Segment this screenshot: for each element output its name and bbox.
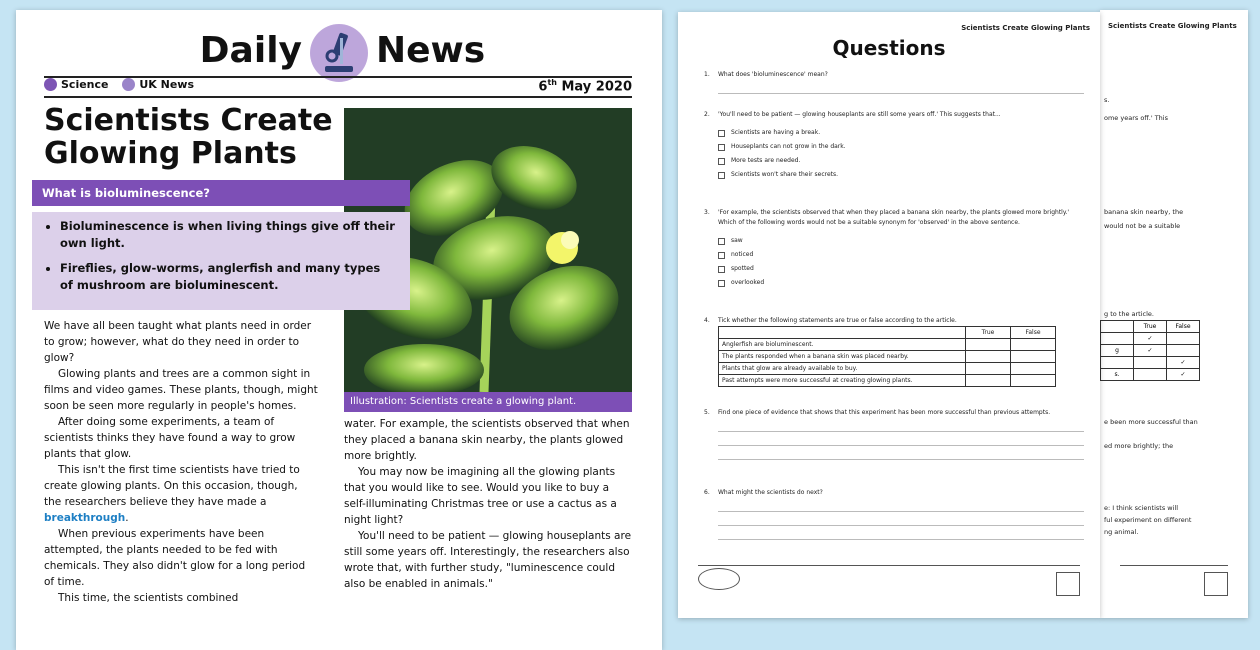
option[interactable] (718, 234, 1084, 248)
answers-cell: False (1167, 321, 1200, 333)
question-number: 3. (704, 209, 710, 216)
true-header: True (966, 327, 1011, 339)
meta-row (44, 78, 632, 96)
checkbox[interactable] (718, 172, 725, 179)
tag-science-label: Science (61, 78, 109, 91)
statement-cell: Anglerfish are bioluminescent. (719, 339, 966, 351)
statement-cell: Past attempts were more successful at creating glowing plants. (719, 375, 966, 387)
answer-fragment: ed more brightly; the (1104, 442, 1174, 450)
option-label: spotted (731, 265, 754, 272)
answer-line[interactable] (718, 432, 1084, 446)
statement-cell: The plants responded when a banana skin was placed nearby. (719, 351, 966, 363)
question-text: What does 'bioluminescence' mean? (718, 71, 828, 78)
answer-fragment: banana skin nearby, the (1104, 208, 1184, 216)
paragraph: We have all been taught what plants need in order to grow; however, what do they need in order to glow? (44, 320, 312, 364)
answer-line[interactable] (718, 512, 1084, 526)
true-false-table (718, 326, 1056, 387)
question-number: 5. (704, 409, 710, 416)
answer-fragment: would not be a suitable (1104, 222, 1181, 230)
question-text: Find one piece of evidence that shows that this experiment has been more successful than previous attempts. (718, 409, 1051, 416)
option[interactable] (718, 126, 1084, 140)
tag-science (44, 78, 109, 91)
option[interactable] (718, 168, 1084, 182)
option-label: More tests are needed. (731, 157, 801, 164)
answer-fragment: e been more successful than (1104, 418, 1198, 426)
option[interactable] (718, 154, 1084, 168)
tag-uk-news (122, 78, 194, 91)
answers-cell (1134, 369, 1167, 381)
footer-badge-icon (1204, 572, 1228, 596)
question-number: 2. (704, 111, 710, 118)
answers-table (1100, 320, 1200, 381)
option[interactable] (718, 262, 1084, 276)
answer-fragment: s. (1104, 96, 1110, 104)
tick-cell[interactable] (966, 351, 1011, 363)
answers-cell: ✓ (1167, 357, 1200, 369)
option-label: saw (731, 237, 743, 244)
questions-page (678, 12, 1100, 618)
answer-fragment: g to the article. (1104, 310, 1154, 318)
answers-cell (1101, 321, 1134, 333)
question-4 (704, 316, 1084, 387)
tick-cell[interactable] (1011, 339, 1056, 351)
answers-cell: ✓ (1134, 345, 1167, 357)
paragraph-with-link: This isn't the first time scientists have tried to create glowing plants. On this occasion, though, the researchers believe they have made a breakthrough. (44, 464, 300, 524)
answer-line[interactable] (718, 526, 1084, 540)
article-column-2 (344, 416, 634, 592)
footer-rule (698, 565, 1080, 566)
answers-cell (1101, 357, 1134, 369)
tick-cell[interactable] (1011, 351, 1056, 363)
option-label: Scientists are having a break. (731, 129, 821, 136)
option-label: noticed (731, 251, 754, 258)
questions-title: Questions (832, 36, 946, 60)
answer-line[interactable] (718, 418, 1084, 432)
option[interactable] (718, 248, 1084, 262)
answers-cell (1167, 333, 1200, 345)
newspaper-page (16, 10, 662, 650)
question-number: 4. (704, 317, 710, 324)
masthead-daily: Daily (199, 30, 302, 71)
question-5 (704, 408, 1084, 460)
faq-point: • Fireflies, glow-worms, anglerfish and many types of mushroom are bioluminescent. (60, 260, 396, 294)
faq-point: • Bioluminescence is when living things give off their own light. (60, 218, 396, 252)
false-header: False (1011, 327, 1056, 339)
headline: Scientists Create Glowing Plants (44, 103, 333, 171)
answer-fragment: ng animal. (1104, 528, 1139, 536)
answers-cell: ✓ (1167, 369, 1200, 381)
paragraph: When previous experiments have been attempted, the plants needed to be fed with chemicals. They also didn't glow for a long period of time. (44, 528, 306, 588)
answers-cell (1134, 357, 1167, 369)
answers-cell (1167, 345, 1200, 357)
paragraph: This time, the scientists combined (58, 592, 239, 604)
question-1 (704, 70, 1084, 94)
checkbox[interactable] (718, 130, 725, 137)
tick-cell[interactable] (966, 363, 1011, 375)
footer-badge-icon (1056, 572, 1080, 596)
tick-cell[interactable] (966, 339, 1011, 351)
checkbox[interactable] (718, 158, 725, 165)
questions-header: Scientists Create Glowing Plants (961, 24, 1090, 32)
question-2 (704, 110, 1084, 182)
question-text: 'You'll need to be patient — glowing houseplants are still some years off.' This suggests that... (718, 111, 1001, 118)
option[interactable] (718, 140, 1084, 154)
checkbox[interactable] (718, 280, 725, 287)
paragraph: After doing some experiments, a team of scientists thinks they have found a way to grow plants that glow. (44, 416, 296, 460)
statement-cell: Plants that glow are already available to buy. (719, 363, 966, 375)
question-number: 1. (704, 71, 710, 78)
answers-cell (1101, 333, 1134, 345)
question-text: Tick whether the following statements are true or false according to the article. (718, 317, 957, 324)
footer-rule (1120, 565, 1228, 566)
answer-fragment: ful experiment on different (1104, 516, 1192, 524)
globe-icon (122, 78, 135, 91)
option-label: Houseplants can not grow in the dark. (731, 143, 846, 150)
checkbox[interactable] (718, 252, 725, 259)
photo-caption: Illustration: Scientists create a glowing plant. (344, 392, 632, 412)
question-text: 'For example, the scientists observed that when they placed a banana skin nearby, the plants glowed more brightly.' Which of the following words would not be a suitable synonym for 'observed' in the above sentence. (718, 209, 1070, 226)
checkbox[interactable] (718, 266, 725, 273)
question-3 (704, 208, 1084, 290)
option[interactable] (718, 276, 1084, 290)
science-icon (44, 78, 57, 91)
answers-header: Scientists Create Glowing Plants (1108, 22, 1237, 30)
answers-cell: s. (1101, 369, 1134, 381)
answer-fragment: e: I think scientists will (1104, 504, 1179, 512)
paragraph: Glowing plants and trees are a common sight in films and video games. These plants, though, might soon be seen more regularly in people's homes. (44, 368, 318, 412)
paragraph: You may now be imagining all the glowing plants that you would like to see. Would you like to buy a self-illuminating Christmas tree or use a cactus as a night light? (344, 466, 617, 526)
answer-line[interactable] (718, 498, 1084, 512)
checkbox[interactable] (718, 238, 725, 245)
bioluminescence-heading: What is bioluminescence? (32, 180, 410, 206)
answer-fragment: ome years off.' This (1104, 114, 1168, 122)
breakthrough-link[interactable]: breakthrough (44, 512, 126, 524)
question-text: What might the scientists do next? (718, 489, 823, 496)
answers-cell: True (1134, 321, 1167, 333)
paragraph: water. For example, the scientists observed that when they placed a banana skin nearby, the plants glowed more brightly. (344, 418, 630, 462)
answer-line[interactable] (718, 446, 1084, 460)
tag-uk-news-label: UK News (139, 78, 195, 91)
option-label: overlooked (731, 279, 765, 286)
publisher-logo-icon (698, 568, 740, 590)
masthead-rule-bottom (44, 96, 632, 98)
question-number: 6. (704, 489, 710, 496)
paragraph: You'll need to be patient — glowing houseplants are still some years off. Interestingly, the researchers also wrote that, with further study, "luminescence could also be enabled in animals." (344, 530, 632, 590)
tick-cell[interactable] (966, 375, 1011, 387)
tick-cell[interactable] (1011, 375, 1056, 387)
microscope-icon (310, 24, 368, 82)
answers-cell: ✓ (1134, 333, 1167, 345)
question-6 (704, 488, 1084, 540)
checkbox[interactable] (718, 144, 725, 151)
paragraph-text: This isn't the first time scientists have tried to create glowing plants. On this occasion, though, the researchers believe they have made a (44, 464, 300, 508)
answer-line[interactable] (718, 80, 1084, 94)
article-column-1 (44, 318, 318, 606)
option-label: Scientists won't share their secrets. (731, 171, 839, 178)
publication-date: 6th May 2020 (538, 78, 632, 95)
tick-cell[interactable] (1011, 363, 1056, 375)
bioluminescence-box (32, 212, 410, 310)
answers-cell: g (1101, 345, 1134, 357)
answers-page (1100, 10, 1248, 618)
masthead-news: News (376, 30, 486, 71)
